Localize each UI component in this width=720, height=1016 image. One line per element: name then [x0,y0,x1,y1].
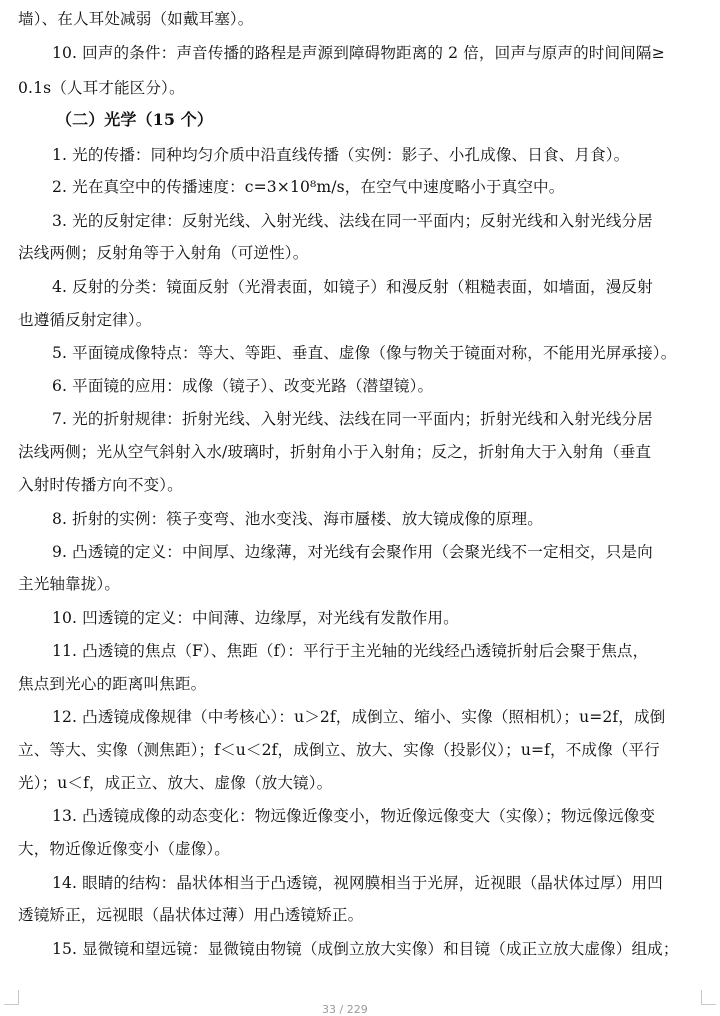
page-corner-mark-left [4,990,19,1005]
text-line: 2. 光在真空中的传播速度：c=3×10⁸m/s，在空气中速度略小于真空中。 [52,178,565,196]
text-line: 墙）、在人耳处减弱（如戴耳塞）。 [18,10,254,28]
text-line: 11. 凸透镜的焦点（F）、焦距（f）：平行于主光轴的光线经凸透镜折射后会聚于焦点， [52,642,649,660]
text-line: 5. 平面镜成像特点：等大、等距、垂直、虚像（像与物关于镜面对称，不能用光屏承接）。 [52,344,677,362]
text-line: 9. 凸透镜的定义：中间厚、边缘薄，对光线有会聚作用（会聚光线不一定相交，只是向 [52,543,653,561]
text-line: 法线两侧；光从空气斜射入水/玻璃时，折射角小于入射角；反之，折射角大于入射角（垂直 [18,443,652,461]
text-line: 13. 凸透镜成像的动态变化：物远像近像变小，物近像远像变大（实像）；物远像远像变 [52,807,656,825]
text-line: 也遵循反射定律）。 [18,311,152,329]
text-line: 8. 折射的实例：筷子变弯、池水变浅、海市蜃楼、放大镜成像的原理。 [52,510,543,528]
text-line: 10. 回声的条件：声音传播的路程是声源到障碍物距离的 2 倍，回声与原声的时间间隔≥ [52,44,665,62]
text-line: 6. 平面镜的应用：成像（镜子）、改变光路（潜望镜）。 [52,377,434,395]
text-line: 1. 光的传播：同种均匀介质中沿直线传播（实例：影子、小孔成像、日食、月食）。 [52,146,630,164]
text-line: 大，物近像近像变小（虚像）。 [18,840,230,858]
page-corner-mark-right [701,990,716,1005]
page-number: 33 / 229 [322,1003,368,1016]
text-line: 10. 凹透镜的定义：中间薄、边缘厚，对光线有发散作用。 [52,609,459,627]
text-line: 7. 光的折射规律：折射光线、入射光线、法线在同一平面内；折射光线和入射光线分居 [52,410,653,428]
text-line: 焦点到光心的距离叫焦距。 [18,675,207,693]
text-line: 入射时传播方向不变）。 [18,476,183,494]
text-line: 0.1s（人耳才能区分）。 [18,79,185,97]
text-line: 15. 显微镜和望远镜：显微镜由物镜（成倒立放大实像）和目镜（成正立放大虚像）组成； [52,940,679,958]
text-line: 3. 光的反射定律：反射光线、入射光线、法线在同一平面内；反射光线和入射光线分居 [52,212,653,230]
text-line: 立、等大、实像（测焦距）；f＜u＜2f，成倒立、放大、实像（投影仪）；u=f，不成像（平行 [18,741,660,759]
text-line: 光）；u＜f，成正立、放大、虚像（放大镜）。 [18,774,333,792]
text-line: 透镜矫正，远视眼（晶状体过薄）用凸透镜矫正。 [18,906,364,924]
text-line: 主光轴靠拢）。 [18,575,121,593]
section-heading: （二）光学（15 个） [56,110,213,129]
text-line: 14. 眼睛的结构：晶状体相当于凸透镜，视网膜相当于光屏，近视眼（晶状体过厚）用凹 [52,874,663,892]
text-line: 12. 凸透镜成像规律（中考核心）：u＞2f，成倒立、缩小、实像（照相机）；u=2f，成倒 [52,708,666,726]
text-line: 4. 反射的分类：镜面反射（光滑表面，如镜子）和漫反射（粗糙表面，如墙面，漫反射 [52,278,653,296]
text-line: 法线两侧；反射角等于入射角（可逆性）。 [18,244,309,262]
